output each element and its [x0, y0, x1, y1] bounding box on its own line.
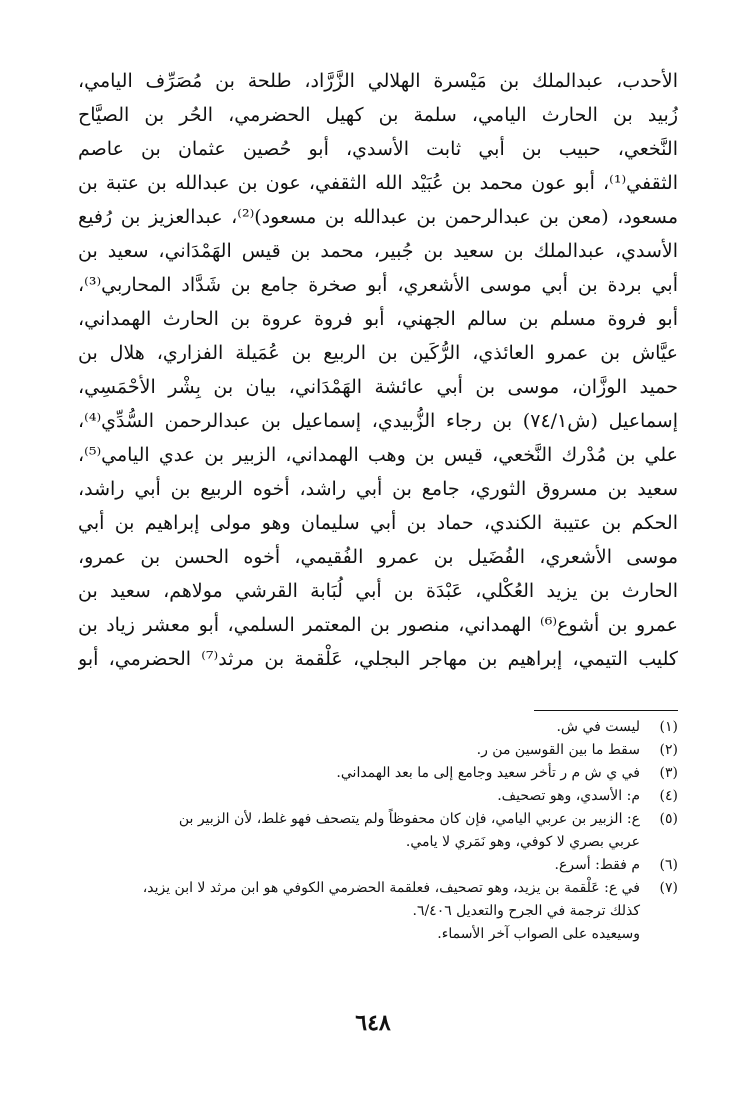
body-line: حميد الوزَّان، موسى بن أبي عائشة الهَمْدَاني، بيان بن بِشْر الأحْمَسِي، — [78, 376, 678, 398]
footnote-number: (٢) — [659, 742, 678, 758]
body-line: الأحدب، عبدالملك بن مَيْسرة الهلالي الزَّرَّاد، طلحة بن مُصَرِّف اليامي، — [78, 70, 678, 92]
body-line: أبو فروة مسلم بن سالم الجهني، أبو فروة عروة بن الحارث الهمداني، — [78, 308, 678, 330]
footnote-separator — [534, 710, 678, 711]
footnote-text: عربي بصري لا كوفي، وهو نَمَري لا يامي. — [405, 834, 640, 850]
footnote — [78, 785, 678, 808]
footnote-number: (١) — [659, 719, 678, 735]
body-line: كليب التيمي، إبراهيم بن مهاجر البجلي، عَلْقمة بن مرثد⁽⁷⁾ الحضرمي، أبو — [78, 648, 678, 670]
footnote — [78, 854, 678, 877]
footnote-number — [640, 900, 678, 923]
body-line: الحكم بن عتيبة الكندي، حماد بن أبي سليمان وهو مولى إبراهيم بن أبي — [78, 512, 678, 534]
footnote-continuation — [78, 831, 678, 854]
footnote-number: (٤) — [659, 788, 678, 804]
footnote-number: (٣) — [659, 765, 678, 781]
footnote-number — [640, 923, 678, 946]
body-line: علي بن مُدْرك النَّخعي، قيس بن وهب الهمداني، الزبير بن عدي اليامي⁽⁵⁾، — [78, 444, 678, 466]
body-line: النَّخعي، حبيب بن أبي ثابت الأسدي، أبو حُصين عثمان بن عاصم — [78, 138, 678, 160]
footnote-text: ع: الزبير بن عربي اليامي، فإن كان محفوظاً ولم يتصحف فهو غلط، لأن الزبير بن — [178, 811, 640, 827]
footnote — [78, 762, 678, 785]
body-line: سعيد بن مسروق الثوري، جامع بن أبي راشد، أخوه الربيع بن أبي راشد، — [78, 478, 678, 500]
body-line: عيَّاش بن عمرو العائذي، الرُّكَين بن الربيع بن عُمَيلة الفزاري، هلال بن — [78, 342, 678, 364]
footnote-text: في ع: عَلْقمة بن يزيد، وهو تصحيف، فعلقمة الحضرمي الكوفي هو ابن مرثد لا ابن يزيد، — [142, 880, 640, 896]
footnote-number: (٦) — [659, 857, 678, 873]
footnote — [78, 739, 678, 762]
footnote-text: في ي ش م ر تأخر سعيد وجامع إلى ما بعد الهمداني. — [336, 765, 640, 781]
page-number: ٦٤٨ — [355, 1010, 391, 1036]
footnote-continuation — [78, 923, 678, 946]
footnote-text: كذلك ترجمة في الجرح والتعديل ٦/٤٠٦. — [412, 903, 640, 919]
footnote — [78, 808, 678, 831]
footnote-text: وسيعيده على الصواب آخر الأسماء. — [437, 926, 640, 942]
body-line: الثقفي⁽¹⁾، أبو عون محمد بن عُبَيْد الله الثقفي، عون بن عبدالله بن عتبة بن — [78, 172, 678, 194]
body-line: عمرو بن أشوع⁽⁶⁾ الهمداني، منصور بن المعتمر السلمي، أبو معشر زياد بن — [78, 614, 678, 636]
footnote-continuation — [78, 900, 678, 923]
footnote — [78, 877, 678, 900]
footnote-number — [640, 831, 678, 854]
body-line: موسى الأشعري، الفُضَيل بن عمرو الفُقيمي، أخوه الحسن بن عمرو، — [78, 546, 678, 568]
body-line: إسماعيل (ش٧٤/١) بن رجاء الزُّبيدي، إسماعيل بن عبدالرحمن السُّدِّي⁽⁴⁾، — [78, 410, 678, 432]
body-line: أبي بردة بن أبي موسى الأشعري، أبو صخرة جامع بن شَدَّاد المحاربي⁽³⁾، — [78, 274, 678, 296]
footnote-text: ليست في ش. — [556, 719, 640, 735]
body-line: الأسدي، عبدالملك بن سعيد بن جُبير، محمد بن قيس الهَمْدَاني، سعيد بن — [78, 240, 678, 262]
footnote — [78, 716, 678, 739]
body-line: الحارث بن يزيد العُكْلي، عَبْدَة بن أبي لُبَابة القرشي مولاهم، سعيد بن — [78, 580, 678, 602]
footnote-text: سقط ما بين القوسين من ر. — [476, 742, 640, 758]
body-text — [78, 64, 678, 676]
body-line: زُبيد بن الحارث اليامي، سلمة بن كهيل الحضرمي، الحُر بن الصيَّاح — [78, 104, 678, 126]
footnote-number: (٥) — [659, 811, 678, 827]
footnote-text: م: الأسدي، وهو تصحيف. — [497, 788, 640, 804]
body-line: مسعود، (معن بن عبدالرحمن بن عبدالله بن مسعود)⁽²⁾، عبدالعزيز بن رُفيع — [78, 206, 678, 228]
footnote-text: م فقط: أسرع. — [554, 857, 640, 873]
footnote-number: (٧) — [659, 880, 678, 896]
footnotes — [78, 716, 678, 946]
